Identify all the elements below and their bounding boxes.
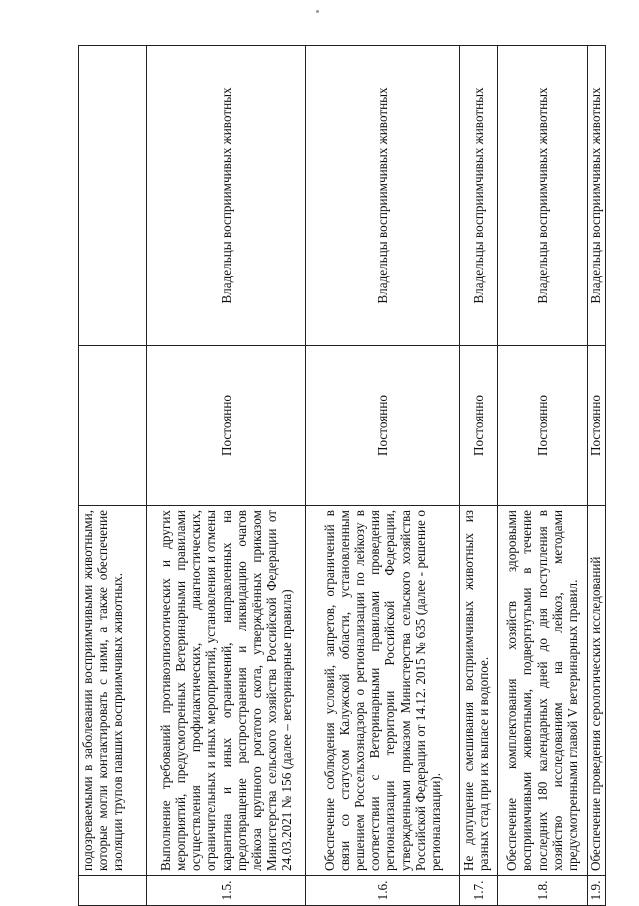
row-responsible: Владельцы восприимчивых животных bbox=[587, 46, 605, 346]
row-responsible bbox=[79, 46, 147, 346]
row-description: Обеспечение проведения серологических исследований bbox=[587, 506, 605, 876]
row-responsible: Владельцы восприимчивых животных bbox=[147, 46, 306, 346]
row-responsible: Владельцы восприимчивых животных bbox=[497, 46, 587, 346]
row-description: Выполнение требований противоэпизоотических и других мероприятий, предусмотренных Ветеринарными правилами осуществления профилактических, диагностических, ограничительных и иных мероприятий, установления и отмены карантина и иных ограничений, направленных на предотвращение распространения и ликвидацию очагов лейкоза крупного рогатого скота, утверждённых приказом Министерства сельского хозяйства Российской Федерации от 24.03.2021 № 156 (далее – ветеринарные правила) bbox=[147, 506, 306, 876]
table-row bbox=[497, 46, 587, 906]
scan-speck bbox=[316, 10, 319, 13]
row-number: 1.8. bbox=[497, 876, 587, 906]
table-row bbox=[147, 46, 306, 906]
row-responsible: Владельцы восприимчивых животных bbox=[306, 46, 460, 346]
row-term: Постоянно bbox=[587, 346, 605, 506]
table-row bbox=[306, 46, 460, 906]
row-term: Постоянно bbox=[497, 346, 587, 506]
row-term bbox=[79, 346, 147, 506]
row-number bbox=[79, 876, 147, 906]
row-number: 1.5. bbox=[147, 876, 306, 906]
rotated-table-container bbox=[78, 46, 606, 906]
table-row bbox=[459, 46, 497, 906]
row-responsible: Владельцы восприимчивых животных bbox=[459, 46, 497, 346]
row-number: 1.9. bbox=[587, 876, 605, 906]
measures-table bbox=[78, 45, 606, 906]
row-number: 1.7. bbox=[459, 876, 497, 906]
row-description: Не допущение смешивания восприимчивых животных из разных стад при их выпасе и водопое. bbox=[459, 506, 497, 876]
row-term: Постоянно bbox=[306, 346, 460, 506]
row-description: подозреваемыми в заболевании восприимчивыми животными, которые могли контактировать с ними, а также обеспечение изоляции трупов павших восприимчивых животных. bbox=[79, 506, 147, 876]
row-description: Обеспечение соблюдения условий, запретов, ограничений в связи со статусом Калужской области, установленным решением Россельхознадзора о регионализации по лейкозу в соответствии с Ветеринарными правилами проведения регионализации территории Российской Федерации, утвержденными приказом Министерства сельского хозяйства Российской Федерации от 14.12. 2015 № 635 (далее - решение о регионализации). bbox=[306, 506, 460, 876]
row-term: Постоянно bbox=[459, 346, 497, 506]
row-term: Постоянно bbox=[147, 346, 306, 506]
table-row bbox=[587, 46, 605, 906]
table-row bbox=[79, 46, 147, 906]
row-description: Обеспечение комплектования хозяйств здоровыми восприимчивыми животными, подвергнутыми в течение последних 180 календарных дней до дня поступления в хозяйство исследованиям на лейкоз, методами предусмотренными главой V ветеринарных правил. bbox=[497, 506, 587, 876]
row-number: 1.6. bbox=[306, 876, 460, 906]
